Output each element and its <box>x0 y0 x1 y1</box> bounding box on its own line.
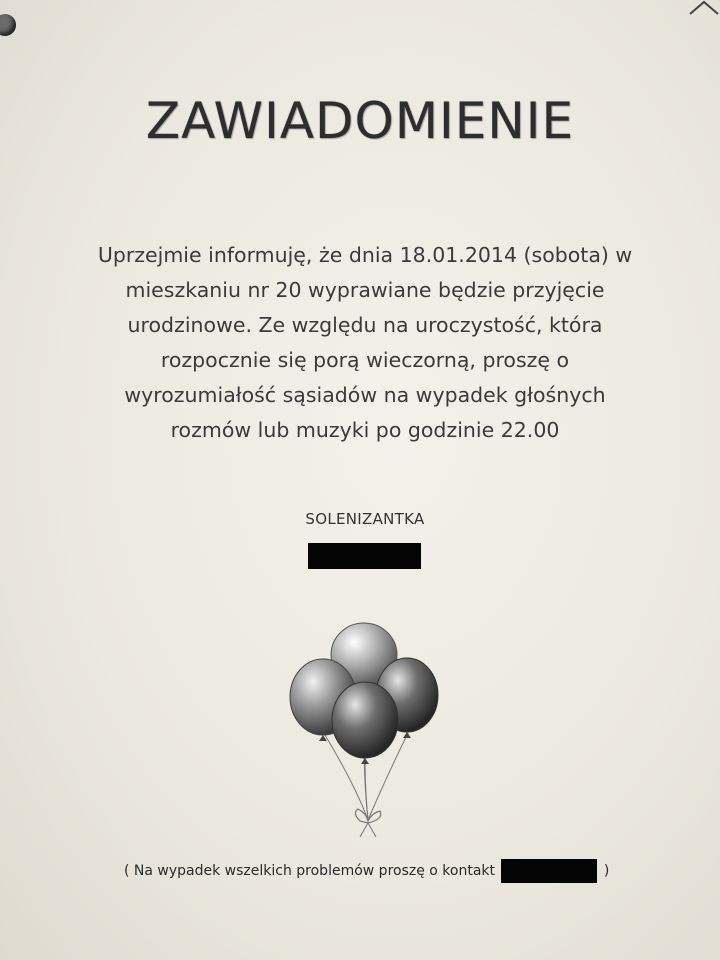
footer-suffix: ) <box>603 863 610 879</box>
redacted-name <box>308 543 421 569</box>
body-line: Uprzejmie informuję, że dnia 18.01.2014 (sobota) w <box>97 243 633 267</box>
body-line: rozpocznie się porą wieczorną, proszę o <box>160 348 570 372</box>
notice-title: ZAWIADOMIENIE <box>145 92 575 150</box>
body-line: wyrozumiałość sąsiadów na wypadek głośnych <box>124 383 606 407</box>
footer-note <box>124 859 609 883</box>
balloons-icon <box>280 615 450 845</box>
corner-mark-icon <box>688 0 720 24</box>
footer-prefix: ( Na wypadek wszelkich problemów proszę o kontakt <box>124 863 496 879</box>
body-line: rozmów lub muzyki po godzinie 22.00 <box>170 418 560 442</box>
notice-body <box>60 238 670 448</box>
body-line: urodzinowe. Ze względu na uroczystość, która <box>127 313 603 337</box>
signer-label: SOLENIZANTKA <box>305 510 425 528</box>
pin-icon <box>0 14 16 36</box>
redacted-contact <box>501 859 597 883</box>
body-line: mieszkaniu nr 20 wyprawiane będzie przyjęcie <box>125 278 605 302</box>
